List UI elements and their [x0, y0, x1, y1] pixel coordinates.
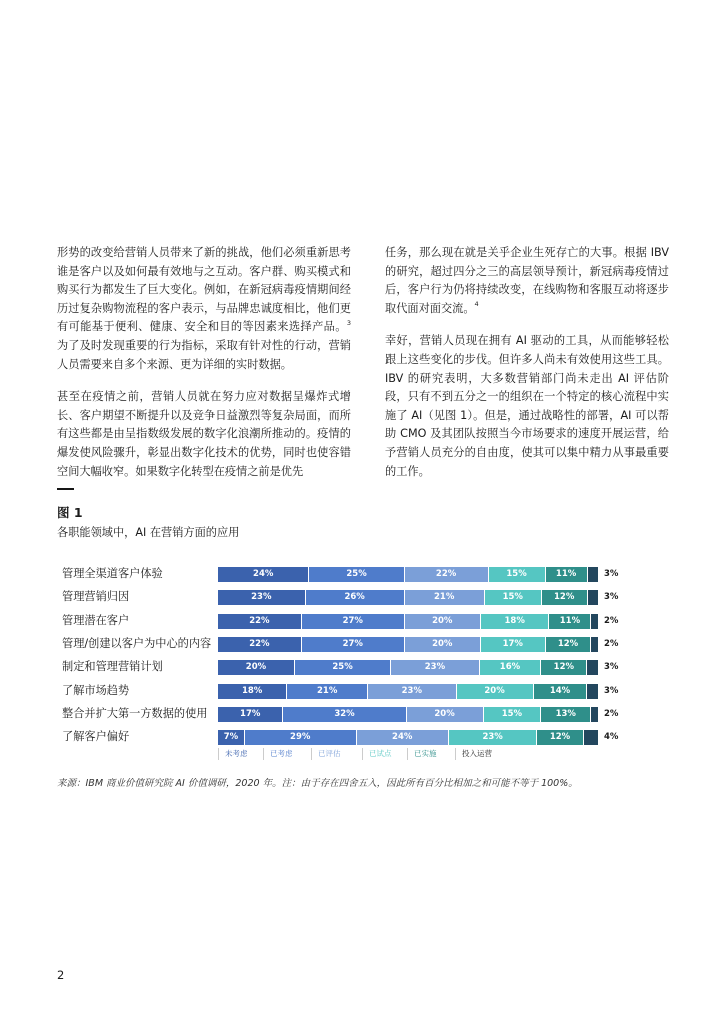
legend-item: 已评估: [311, 748, 341, 760]
bar-segment: [584, 730, 599, 745]
figure-subtitle: 各职能领域中，AI 在营销方面的应用: [57, 526, 240, 539]
bar-segment: 18%: [218, 684, 287, 699]
bar-segment: 20%: [407, 707, 484, 722]
bar-segment: 17%: [218, 707, 283, 722]
bar-segment: 18%: [481, 614, 550, 629]
bar-segment: 16%: [480, 660, 542, 675]
bar-segment: 15%: [484, 707, 542, 722]
bar-segment: 11%: [546, 567, 588, 582]
bar-segment: 14%: [534, 684, 588, 699]
bar-segment: [591, 614, 599, 629]
legend-item: 未考虑: [218, 748, 248, 760]
bar-segment: 29%: [245, 730, 357, 745]
category-label: 整合并扩大第一方数据的使用: [62, 706, 208, 720]
bar-segment: 32%: [283, 707, 406, 722]
bar-segment: 12%: [541, 660, 587, 675]
paragraph: 幸好，营销人员现在拥有 AI 驱动的工具，从而能够轻松跟上这些变化的步伐。但许多人尚未有效使用这些工具。IBV 的研究表明，大多数营销部门尚未走出 AI 评估阶段，只有不到五分之一的组织在一个特定的核心流程中实施了 AI（见图 1）。但是，通过战略性的部署，AI 可以帮助 CMO 及其团队按照当今市场要求的速度开展运营，给予营销人员充分的自由度，使其可以集中精力从事最重要的工作。: [385, 334, 669, 478]
bar-segment: 23%: [368, 684, 457, 699]
bar-segment: 23%: [391, 660, 480, 675]
bar-segment: 15%: [485, 590, 542, 605]
category-label: 管理潜在客户: [62, 613, 130, 627]
body-column-right: [385, 244, 669, 495]
bar-end-label: 3%: [604, 662, 619, 673]
paragraph: 任务，那么现在就是关乎企业生死存亡的大事。根据 IBV 的研究，超过四分之三的高层领导预计，新冠病毒疫情过后，客户行为仍将持续改变，在线购物和客服互动将逐步取代面对面交流。$^4$: [385, 246, 669, 315]
paragraph: 形势的改变给营销人员带来了新的挑战，他们必须重新思考谁是客户以及如何最有效地与之互动。客户群、购买模式和购买行为都发生了巨大变化。例如，在新冠病毒疫情期间经历过复杂购物流程的客户表示，与品牌忠诚度相比，他们更有可能基于便利、健康、安全和目的等因素来选择产品。$^3$ 为了及时发现重要的行为指标，采取有针对性的行动，营销人员需要来自多个来源、更为详细的实时数据。: [57, 246, 351, 371]
bar-segment: 26%: [306, 590, 405, 605]
bar-segment: 17%: [481, 637, 546, 652]
bar-end-label: 4%: [604, 732, 619, 743]
legend-item: 已实施: [407, 748, 437, 760]
bar-segment: 23%: [218, 590, 306, 605]
page-number: 2: [57, 968, 65, 982]
bar-segment: [588, 590, 599, 605]
bar-segment: [591, 637, 599, 652]
bar-segment: 12%: [537, 730, 583, 745]
bar-end-label: 3%: [604, 592, 619, 603]
bar-segment: 21%: [405, 590, 485, 605]
bar-segment: 23%: [449, 730, 538, 745]
bar-segment: 24%: [357, 730, 449, 745]
bar-segment: 22%: [218, 637, 302, 652]
bar-segment: 25%: [309, 567, 404, 582]
bar-end-label: 2%: [604, 708, 619, 719]
source-note: 来源：IBM 商业价值研究院 AI 价值调研，2020 年。注：由于存在四舍五入，因此所有百分比相加之和可能不等于 100%。: [57, 778, 578, 789]
bar-segment: 22%: [218, 614, 302, 629]
legend-item: 投入运营: [455, 748, 492, 760]
category-label: 了解客户偏好: [62, 730, 130, 744]
bar-end-label: 2%: [604, 638, 619, 649]
body-column-left: [57, 244, 351, 495]
category-label: 管理/创建以客户为中心的内容: [62, 636, 212, 650]
bar-segment: 15%: [489, 567, 546, 582]
bar-segment: 20%: [218, 660, 295, 675]
bar-segment: 20%: [457, 684, 534, 699]
bar-segment: 21%: [287, 684, 368, 699]
figure-label: 图 1: [57, 505, 83, 520]
legend-item: 已试点: [362, 748, 392, 760]
bar-segment: [587, 660, 599, 675]
bar-end-label: 2%: [604, 615, 619, 626]
bar-segment: [591, 707, 599, 722]
bar-end-label: 3%: [604, 569, 619, 579]
bar-segment: 24%: [218, 567, 309, 582]
category-label: 了解市场趋势: [62, 683, 130, 697]
category-label: 制定和管理营销计划: [62, 660, 163, 674]
category-label: 管理营销归因: [62, 590, 130, 604]
bar-segment: 27%: [302, 614, 405, 629]
bar-segment: 11%: [549, 614, 591, 629]
bar-segment: 22%: [405, 567, 489, 582]
bar-segment: 20%: [405, 614, 481, 629]
footnote-ref: 4: [474, 300, 479, 309]
bar-segment: 7%: [218, 730, 245, 745]
bar-segment: 12%: [546, 637, 592, 652]
bar-end-label: 3%: [604, 685, 619, 696]
footnote-ref: 3: [346, 318, 351, 327]
figure-rule: [57, 488, 74, 490]
bar-segment: 27%: [302, 637, 405, 652]
bar-segment: 13%: [541, 707, 591, 722]
legend-item: 已考虑: [263, 748, 293, 760]
bar-segment: 12%: [542, 590, 588, 605]
bar-segment: [588, 567, 599, 582]
category-label: 管理全渠道客户体验: [62, 567, 163, 580]
bar-segment: [587, 684, 599, 699]
bar-segment: 20%: [405, 637, 481, 652]
bar-segment: 25%: [295, 660, 391, 675]
paragraph: 甚至在疫情之前，营销人员就在努力应对数据呈爆炸式增长、客户期望不断提升以及竞争日益激烈等复杂局面，而所有这些都是由呈指数级发展的数字化浪潮所推动的。疫情的爆发使风险骤升，彰显出数字化技术的优势，同时也使容错空间大幅收窄。如果数字化转型在疫情之前是优先: [57, 390, 351, 478]
